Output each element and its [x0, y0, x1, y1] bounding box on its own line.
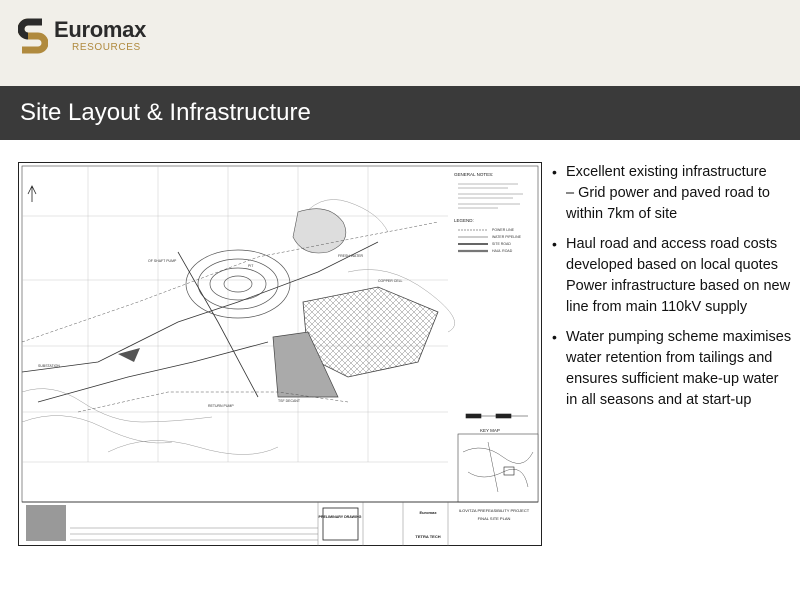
drawing-sheet-title: FINAL SITE PLAN	[477, 516, 511, 521]
svg-text:OF SHAFT PUMP: OF SHAFT PUMP	[148, 259, 177, 263]
legend-power-line: POWER LINE	[492, 228, 514, 232]
euromax-logo-icon	[18, 18, 48, 54]
drawing-status: PRELIMINARY DRAWING	[318, 515, 362, 519]
bullet-line: • Haul road and access road costs developed based on local quotes	[566, 236, 779, 273]
drawing-legend-title: LEGEND:	[454, 218, 474, 223]
svg-text:TSF DECANT: TSF DECANT	[278, 399, 300, 403]
bullet-water	[552, 327, 792, 411]
key-map-title: KEY MAP	[480, 428, 500, 433]
svg-text:PIT: PIT	[248, 264, 254, 268]
euromax-logo	[18, 18, 146, 54]
drawing-notes-title: GENERAL NOTES:	[454, 172, 494, 177]
svg-text:RETURN PUMP: RETURN PUMP	[208, 404, 234, 408]
drawing-firm: TETRA TECH	[415, 534, 441, 539]
legend-haul-road: HAUL ROAD	[492, 249, 513, 253]
svg-text:FRESH WATER: FRESH WATER	[338, 254, 364, 258]
legend-site-road: SITE ROAD	[492, 242, 511, 246]
svg-text:SUBSTATION: SUBSTATION	[38, 364, 60, 368]
svg-text:COPPER CELL: COPPER CELL	[378, 279, 403, 283]
bullet-line: Power infrastructure based on new line from main 110kV supply	[566, 278, 791, 315]
brand-subtitle: RESOURCES	[72, 42, 141, 53]
site-plan-drawing	[18, 162, 542, 546]
bullet-line: • Water pumping scheme maximises water retention from tailings and ensures sufficient make-up water in all seasons and at start-up	[566, 329, 792, 408]
bullet-road-power	[552, 234, 792, 318]
drawing-client: Euromax	[419, 510, 437, 515]
drawing-project: ILOVITZA PREFEASIBILITY PROJECT	[458, 508, 530, 513]
legend-water-pipeline: WATER PIPELINE	[492, 235, 521, 239]
slide-title: Site Layout & Infrastructure	[20, 99, 311, 126]
brand-name: Euromax	[54, 17, 147, 42]
bullet-infrastructure	[552, 162, 792, 225]
qr-code	[26, 505, 66, 541]
bullet-line: • Excellent existing infrastructure	[566, 164, 767, 180]
bullet-list	[552, 162, 792, 420]
bullet-line: – Grid power and paved road to within 7km of site	[566, 185, 770, 222]
title-bar	[0, 86, 800, 140]
